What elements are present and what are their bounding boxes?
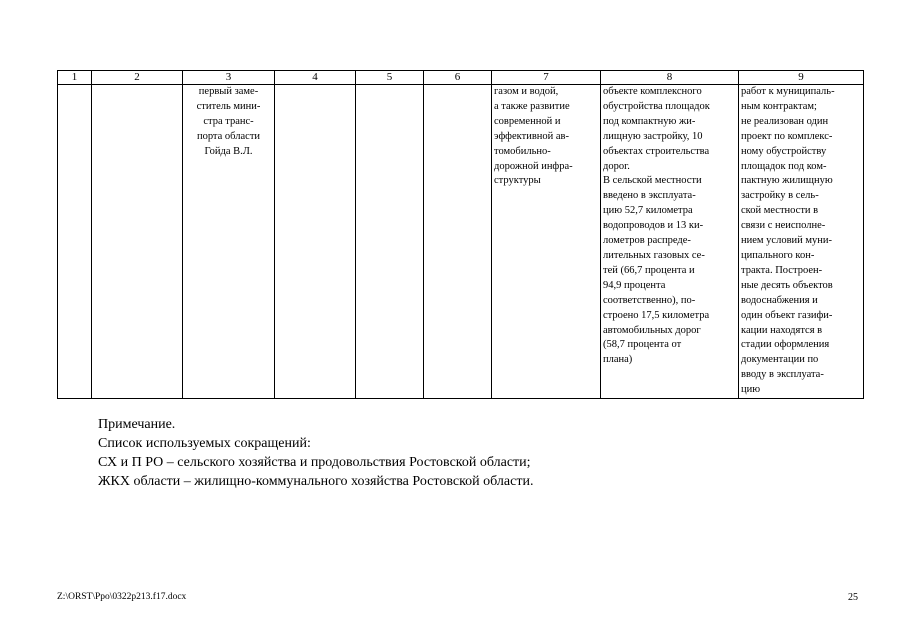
cell-line: (58,7 процента от [603,339,682,351]
page-number: 25 [848,592,858,603]
cell-line: ные десять объектов [741,279,833,291]
cell-line: эффективной ав- [494,130,570,142]
note-line: Список используемых сокращений: [98,436,311,451]
cell-line: пактную жилищную [741,175,833,187]
cell-line: водоснабжения и [741,294,818,306]
table-header-row [58,71,864,85]
cell-line: проект по комплекс- [741,130,833,142]
cell-line: первый заме- [198,86,259,97]
cell-line: ститель мини- [196,100,261,112]
cell-line: ному обустройству [741,145,827,157]
cell-line: вводу в эксплуата- [741,369,824,381]
cell-comments [739,85,864,399]
cell-line: нием условий муни- [741,235,833,247]
note-block [98,415,533,491]
cell-line: документации по [741,354,819,366]
footer-file-path: Z:\ORST\Ppo\0322p213.f17.docx [57,592,187,602]
cell-line: обустройства площадок [603,100,710,112]
cell-line: площадок под ком- [741,160,827,172]
cell-line: лометров распреде- [603,235,691,247]
cell-line: не реализован один [741,115,829,127]
column-header: 1 [58,71,92,85]
cell-line: дорог. [603,160,630,172]
cell-line: ской местности в [741,205,819,217]
cell-line: тракта. Построен- [741,264,823,276]
cell-line: объекте комплексного [603,86,702,97]
column-header: 8 [601,71,739,85]
cell-line: плана) [603,354,633,366]
cell-line: водопроводов и 13 ки- [603,220,704,232]
cell-responsible [183,85,275,399]
cell-line: стра транс- [203,115,254,127]
cell-line: объектах строительства [603,145,710,157]
cell-results [601,85,739,399]
note-title: Примечание. [98,417,176,432]
cell-line: дорожной инфра- [494,160,573,172]
column-header: 6 [424,71,492,85]
cell-line: один объект газифи- [741,309,833,321]
cell-line: Гойда В.Л. [204,145,253,157]
cell-line: современной и [494,115,561,127]
column-header: 9 [739,71,864,85]
cell-line: введено в эксплуата- [603,190,696,202]
cell-line: застройку в сель- [741,190,819,202]
cell-line: соответственно), по- [603,294,696,306]
cell-col5 [356,85,424,399]
cell-line: тей (66,7 процента и [603,264,695,276]
column-header: 7 [492,71,601,85]
column-header: 5 [356,71,424,85]
cell-line: работ к муниципаль- [741,86,835,97]
cell-line: структуры [494,175,541,187]
cell-line: кации находятся в [741,324,823,336]
cell-line: цию [741,384,761,396]
cell-line: ципального кон- [741,249,815,261]
cell-line: ным контрактам; [741,100,817,112]
cell-line: строено 17,5 километра [603,309,710,321]
note-line: СХ и П РО – сельского хозяйства и продовольствия Ростовской области; [98,455,531,470]
cell-col4 [275,85,356,399]
cell-line: лительных газовых се- [603,249,705,261]
note-line: ЖКХ области – жилищно-коммунального хозяйства Ростовской области. [98,474,534,489]
cell-line: В сельской местности [603,175,702,187]
cell-line: под компактную жи- [603,115,696,127]
cell-line: стадии оформления [741,339,830,351]
data-table [57,70,864,399]
cell-line: автомобильных дорог [603,324,701,336]
cell-line: лищную застройку, 10 [603,130,703,142]
cell-col6 [424,85,492,399]
cell-line: 94,9 процента [603,279,666,291]
cell-col2 [92,85,183,399]
cell-line: связи с неисполне- [741,220,826,232]
column-header: 4 [275,71,356,85]
cell-col1 [58,85,92,399]
column-header: 3 [183,71,275,85]
cell-goal [492,85,601,399]
cell-line: томобильно- [494,145,551,157]
cell-line: газом и водой, [494,86,559,97]
cell-line: а также развитие [494,100,570,112]
column-header: 2 [92,71,183,85]
cell-line: цию 52,7 километра [603,205,693,217]
table-row [58,85,864,399]
cell-line: порта области [196,130,261,142]
